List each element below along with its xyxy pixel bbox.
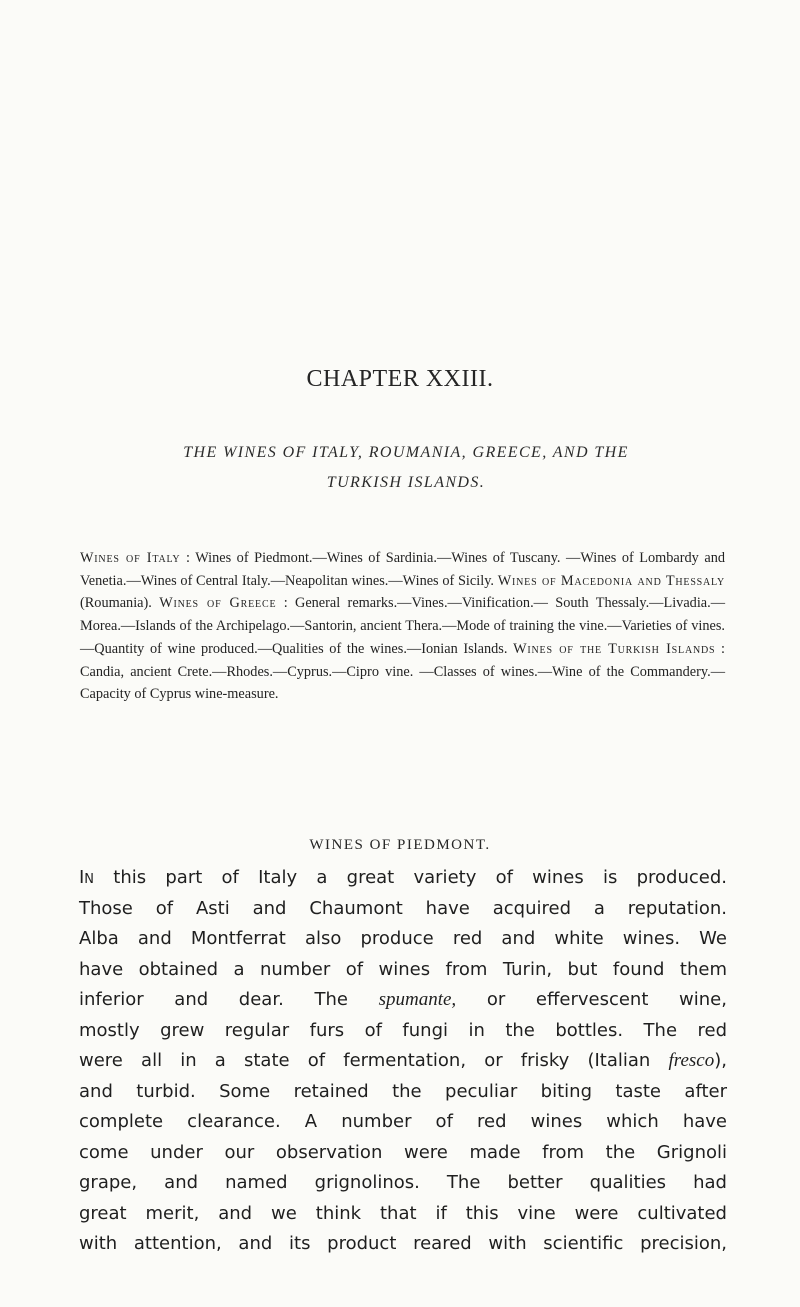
summary-macedonia-label: Wines of Macedonia and Thessaly	[497, 572, 725, 589]
summary-italy-text: : Wines of Piedmont.—Wines of Sardinia.—Wines of Tuscany. —Wines of Lombardy and Venetia.—Wines of Central Italy.—Neapolitan wines.—Wines of Sicily.	[80, 550, 726, 589]
body-line: come under our observation were made from the Grignoli	[79, 1141, 727, 1163]
body-line: and turbid. Some retained the peculiar biting taste after	[79, 1080, 727, 1102]
summary-turkish-text: : Candia, ancient Crete.—Rhodes.—Cyprus.—Cipro vine. —Classes of wines.—Wine of the Commandery.—Capacity of Cyprus wine-measure.	[80, 640, 725, 703]
chapter-title-line-1: THE WINES OF ITALY, ROUMANIA, GREECE, AND THE	[183, 444, 629, 461]
chapter-heading: CHAPTER XXIII.	[306, 366, 494, 392]
summary-greece-text: : General remarks.—Vines.—Vinification.— South Thessaly.—Livadia.—Morea.—Islands of the Archipelago.—Santorin, ancient Thera.—Mode of training the vine.—Varieties of vines.—Quantity of wine produced.—Qualities of the wines.—Ionian Islands.	[80, 595, 726, 657]
body-line: Alba and Montferrat also produce red and white wines. We	[79, 928, 727, 949]
drop-word: In	[79, 867, 95, 888]
body-line: Those of Asti and Chaumont have acquired a reputation.	[79, 897, 727, 919]
body-line: complete clearance. A number of red wines which have	[79, 1111, 727, 1132]
italic-term-spumante: spumante,	[378, 989, 457, 1010]
body-line: In this part of Italy a great variety of wines is produced.	[79, 867, 727, 888]
body-text	[79, 863, 727, 1260]
chapter-title	[90, 438, 722, 498]
summary-macedonia-text: (Roumania).	[80, 595, 160, 612]
body-line: grape, and named grignolinos. The better qualities had	[79, 1172, 727, 1193]
body-line: with attention, and its product reared with scientific precision,	[79, 1233, 727, 1254]
body-line: were all in a state of fermentation, or frisky (Italian fresco),	[79, 1050, 727, 1071]
body-line: inferior and dear. The spumante, or effervescent wine,	[79, 989, 727, 1010]
body-line: great merit, and we think that if this vine were cultivated	[79, 1202, 727, 1224]
section-heading: WINES OF PIEDMONT.	[309, 837, 491, 853]
body-line: have obtained a number of wines from Turin, but found them	[79, 958, 727, 980]
italic-term-fresco: fresco	[668, 1050, 715, 1071]
summary-turkish-label: Wines of the Turkish Islands	[513, 640, 716, 657]
body-line: mostly grew regular furs of fungi in the bottles. The red	[79, 1019, 727, 1041]
summary-greece-label: Wines of Greece	[159, 595, 277, 612]
chapter-summary	[80, 547, 725, 706]
summary-italy-label: Wines of Italy	[80, 550, 181, 566]
chapter-title-line-2: TURKISH ISLANDS.	[326, 474, 486, 491]
